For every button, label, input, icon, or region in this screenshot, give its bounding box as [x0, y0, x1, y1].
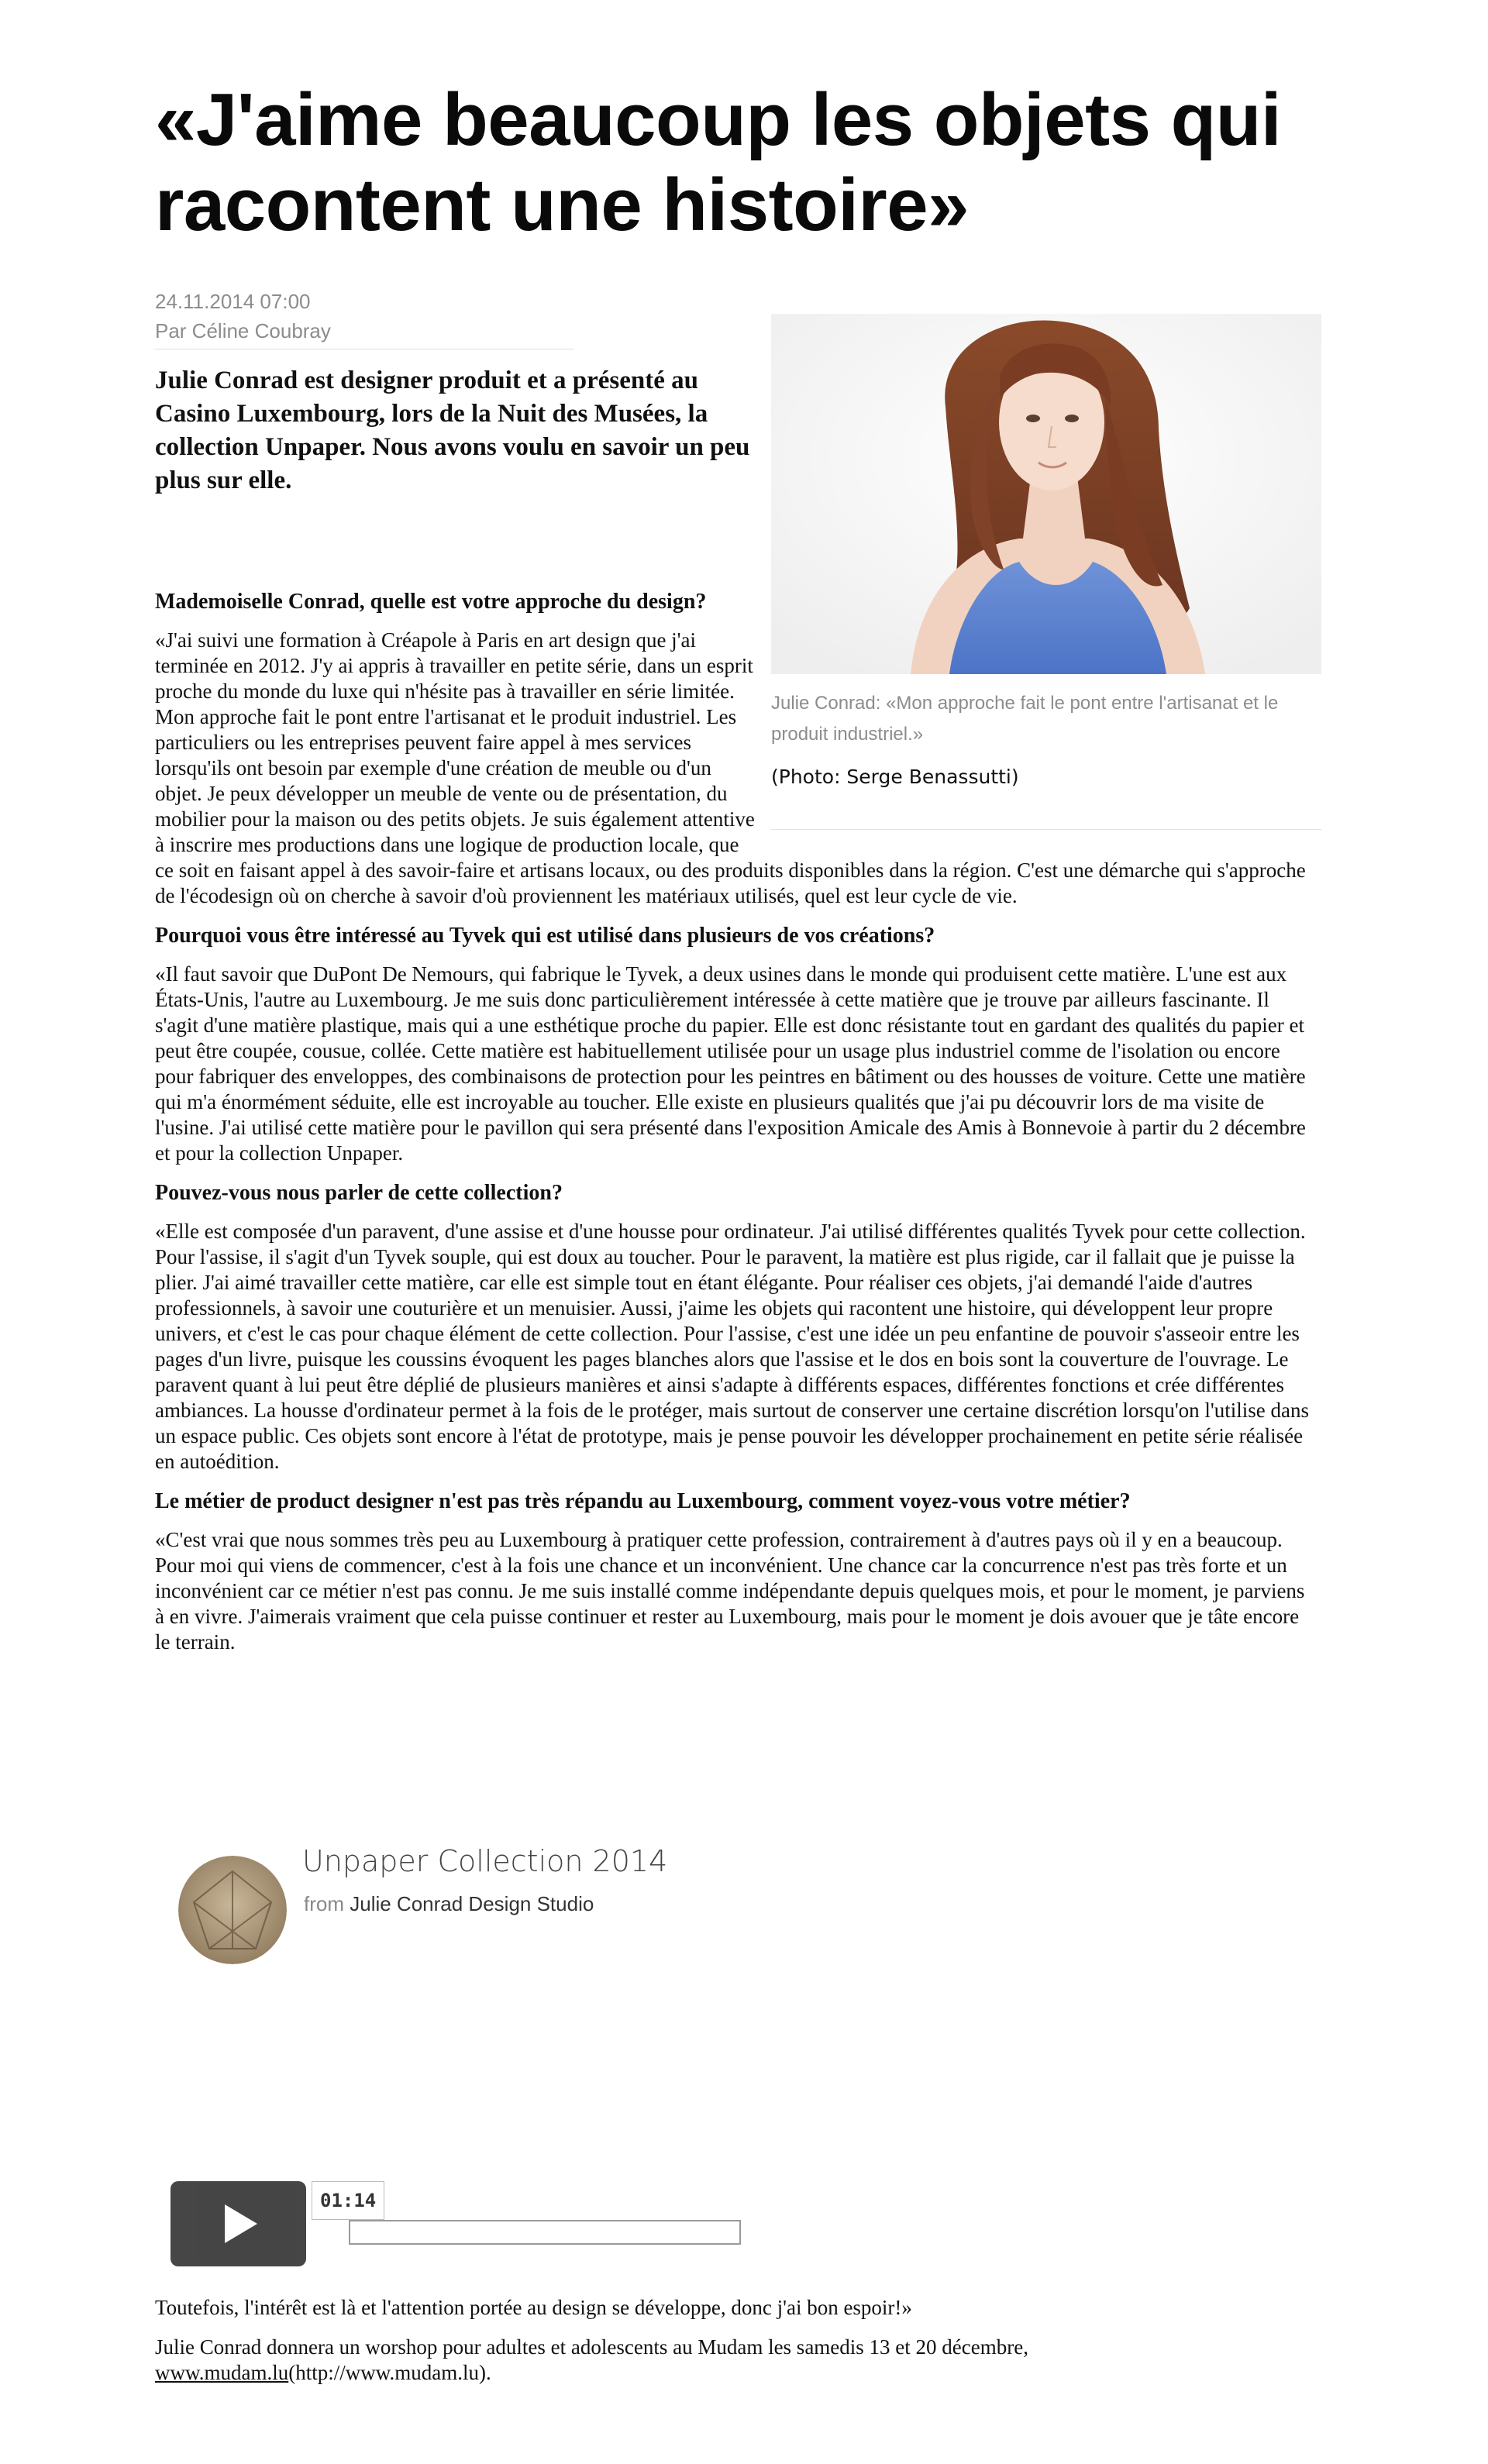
- video-progress-bar[interactable]: [349, 2220, 741, 2245]
- article-author: Par Céline Coubray: [155, 319, 331, 342]
- closing-paragraph: Toutefois, l'intérêt est là et l'attention portée au design se développe, donc j'ai bon espoir!»: [155, 2296, 912, 2319]
- studio-logo[interactable]: [178, 1856, 287, 1964]
- interview-answer: «J'ai suivi une formation à Créapole à Paris en art design que j'ai terminée en 2012. J'y ai appris à travailler en petite série, dans un esprit proche du monde du luxe qui n'hésite pas à travailler en série limitée. Mon approche fait le pont entre l'artisanat et le produit industriel. Les particuliers ou les entreprises peuvent faire appel à mes services lorsqu'ils ont besoin par exemple d'une création de meuble ou d'un objet. Je peux développer un meuble de vente ou de présentation, du mobilier pour la maison ou des petits objets. Je suis également attentive à inscrire mes productions dans une logique de production locale, que ce soit en faisant appel à des savoir-faire et artisans locaux, ou des produits disponibles dans la région. C'est une démarche qui s'approche de l'écodesign où on cherche à savoir d'où proviennent les matériaux utilisés, quel est leur cycle de vie.: [155, 628, 1306, 907]
- video-embed[interactable]: [178, 1829, 876, 1984]
- photo-credit: (Photo: Serge Benassutti): [771, 766, 1019, 788]
- video-time: 01:14: [312, 2181, 384, 2220]
- article-title: «J'aime beaucoup les objets qui racontent une histoire»: [155, 78, 1282, 246]
- interview-answer: «Il faut savoir que DuPont De Nemours, qui fabrique le Tyvek, a deux usines dans le monde qui produisent cette matière. L'une est aux États-Unis, l'autre au Luxembourg. Je me suis donc particulièrement intéressée à cette matière que je trouve par ailleurs fascinante. Il s'agit d'une matière plastique, mais qui a une esthétique proche du papier. Elle est donc résistante tout en gardant des qualités du papier et peut être coupée, cousue, collée. Cette matière est habituellement utilisée pour un usage plus industriel comme de l'isolation ou encore pour fabriquer des enveloppes, des combinaisons de protection pour les peintres en bâtiment ou des housses de voiture. Cette une matière qui m'a énormément séduite, elle est incroyable au toucher. Elle existe en plusieurs qualités que j'ai pu découvrir lors de ma visite de l'usine. J'ai utilisé cette matière pour le pavillon qui sera présenté dans l'exposition Amicale des Amis à Bonnevoie à partir du 2 décembre et pour la collection Unpaper.: [155, 962, 1306, 1165]
- interview-question: Le métier de product designer n'est pas très répandu au Luxembourg, comment voyez-vous votre métier?: [155, 1489, 1131, 1513]
- interview-answer: «C'est vrai que nous sommes très peu au Luxembourg à pratiquer cette profession, contrairement à d'autres pays où il y en a beaucoup. Pour moi qui viens de commencer, c'est à la fois une chance et un inconvénient. Une chance car la concurrence n'est pas très forte et un inconvénient car ce métier n'est pas connu. Je me suis installé comme indépendante depuis quelques mois, et pour le moment, je parviens à en vivre. J'aimerais vraiment que cela puisse continuer et rester au Luxembourg, mais pour le moment je dois avouer que je tâte encore le terrain.: [155, 1528, 1305, 1654]
- video-player-controls: [170, 2181, 760, 2274]
- article-date: 24.11.2014 07:00: [155, 290, 311, 313]
- article-body: [155, 589, 1318, 1655]
- video-title[interactable]: Unpaper Collection 2014: [302, 1844, 668, 1878]
- closing-link-suffix: (http://www.mudam.lu).: [288, 2361, 491, 2384]
- video-from-label: from: [304, 1892, 344, 1915]
- photo-caption: Julie Conrad: «Mon approche fait le pont entre l'artisanat et le produit industriel.»: [771, 693, 1279, 745]
- interview-question: Pourquoi vous être intéressé au Tyvek qui est utilisé dans plusieurs de vos créations?: [155, 924, 935, 948]
- closing-note: [155, 2335, 1318, 2386]
- video-studio-link[interactable]: Julie Conrad Design Studio: [350, 1892, 594, 1915]
- interview-question: Pouvez-vous nous parler de cette collection?: [155, 1181, 563, 1205]
- interview-question: Mademoiselle Conrad, quelle est votre approche du design?: [155, 590, 707, 614]
- mudam-link[interactable]: www.mudam.lu: [155, 2361, 289, 2384]
- interview-answer: «Elle est composée d'un paravent, d'une assise et d'une housse pour ordinateur. J'ai utilisé différentes qualités Tyvek pour cette collection. Pour l'assise, il s'agit d'un Tyvek souple, qui est doux au toucher. Pour le paravent, la matière est plus rigide, car il fallait que je puisse la plier. J'ai aimé travailler cette matière, car elle est simple tout en étant élégante. Pour réaliser ces objets, j'ai demandé l'aide d'autres professionnels, à savoir une couturière et un menuisier. Aussi, j'aime les objets qui racontent une histoire, qui développent leur propre univers, et c'est le cas pour chaque élément de cette collection. Pour l'assise, c'est une idée un peu enfantine de pouvoir s'asseoir entre les pages d'un livre, puisque les coussins évoquent les pages blanches alors que l'assise et le dos en bois sont la couverture de l'ouvrage. Le paravent quant à lui peut être déplié de plusieurs manières et ainsi s'adapte à différents espaces, différentes fonctions et crée différentes ambiances. La housse d'ordinateur permet à la fois de le protéger, mais surtout de conserver une certaine discrétion lorsqu'on l'utilise dans un espace public. Ces objets sont encore à l'état de prototype, mais je pense pouvoir les développer prochainement en petite série réalisée en autoédition.: [155, 1220, 1310, 1473]
- play-icon: [170, 2181, 306, 2266]
- interview-block-1: [155, 589, 1318, 909]
- article-lead: Julie Conrad est designer produit et a présenté au Casino Luxembourg, lors de la Nuit des Musées, la collection Unpaper. Nous avons voulu en savoir un peu plus sur elle.: [155, 367, 750, 494]
- play-button[interactable]: [170, 2181, 306, 2266]
- figure-float-spacer: [756, 589, 1318, 845]
- article-page: [155, 0, 1318, 2464]
- closing-note-text: Julie Conrad donnera un worshop pour adultes et adolescents au Mudam les samedis 13 et 20 décembre,: [155, 2335, 1028, 2359]
- article-meta: [155, 287, 574, 346]
- article-closing: [155, 2295, 1318, 2386]
- video-subtitle: [304, 1892, 594, 1916]
- studio-logo-image: [178, 1856, 287, 1964]
